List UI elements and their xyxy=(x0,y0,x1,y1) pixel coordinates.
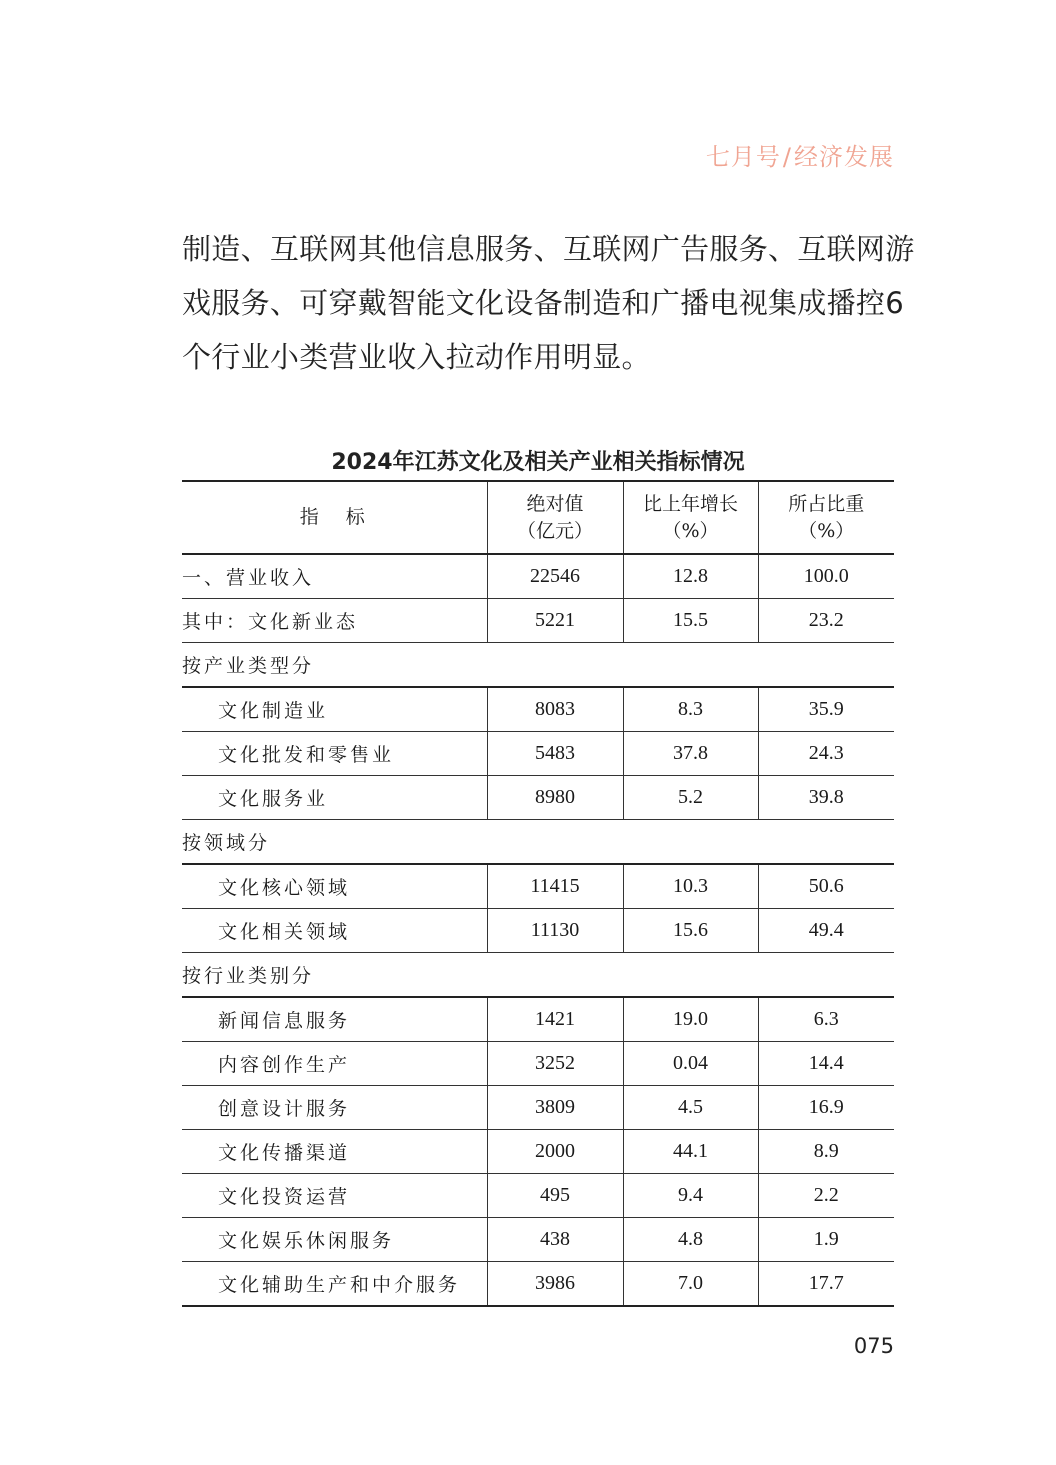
table-body xyxy=(182,554,894,1306)
section-label: 按行业类别分 xyxy=(182,953,894,998)
cell-share: 6.3 xyxy=(758,997,894,1042)
row-label: 新闻信息服务 xyxy=(182,997,487,1042)
cell-absolute: 8083 xyxy=(487,687,623,732)
cell-share: 2.2 xyxy=(758,1174,894,1218)
cell-absolute: 8980 xyxy=(487,776,623,820)
cell-share: 24.3 xyxy=(758,732,894,776)
cell-absolute: 11130 xyxy=(487,909,623,953)
running-header xyxy=(706,137,894,172)
cell-absolute: 495 xyxy=(487,1174,623,1218)
table-row xyxy=(182,732,894,776)
table-row xyxy=(182,687,894,732)
body-line: 戏服务、可穿戴智能文化设备制造和广播电视集成播控6 xyxy=(182,286,904,320)
cell-growth: 19.0 xyxy=(623,997,758,1042)
cell-share: 1.9 xyxy=(758,1218,894,1262)
section-label: 按产业类型分 xyxy=(182,643,894,688)
table-row xyxy=(182,1130,894,1174)
header-absolute-line1: 绝对值 xyxy=(526,492,584,515)
header-share-line1: 所占比重 xyxy=(788,492,865,515)
cell-absolute: 2000 xyxy=(487,1130,623,1174)
cell-growth: 12.8 xyxy=(623,554,758,599)
cell-absolute: 438 xyxy=(487,1218,623,1262)
cell-growth: 9.4 xyxy=(623,1174,758,1218)
row-label: 文化辅助生产和中介服务 xyxy=(182,1262,487,1307)
header-growth-line2: （%） xyxy=(662,519,719,542)
row-label: 文化传播渠道 xyxy=(182,1130,487,1174)
table-row xyxy=(182,997,894,1042)
cell-share: 100.0 xyxy=(758,554,894,599)
table-row xyxy=(182,554,894,599)
cell-share: 35.9 xyxy=(758,687,894,732)
cell-absolute: 11415 xyxy=(487,864,623,909)
cell-growth: 37.8 xyxy=(623,732,758,776)
header-growth xyxy=(623,481,758,554)
cell-share: 16.9 xyxy=(758,1086,894,1130)
body-line: 个行业小类营业收入拉动作用明显。 xyxy=(182,340,651,374)
header-separator: / xyxy=(782,143,792,171)
table-section-row xyxy=(182,820,894,865)
table-title: 2024年江苏文化及相关产业相关指标情况 xyxy=(331,450,745,475)
table-row xyxy=(182,1174,894,1218)
section-label: 按领域分 xyxy=(182,820,894,865)
cell-absolute: 22546 xyxy=(487,554,623,599)
cell-absolute: 1421 xyxy=(487,997,623,1042)
cell-absolute: 5221 xyxy=(487,599,623,643)
table-row xyxy=(182,776,894,820)
table-row xyxy=(182,1218,894,1262)
table-section-row xyxy=(182,643,894,688)
cell-growth: 15.6 xyxy=(623,909,758,953)
header-indicator: 指 标 xyxy=(182,481,487,554)
cell-growth: 15.5 xyxy=(623,599,758,643)
cell-share: 49.4 xyxy=(758,909,894,953)
cell-absolute: 3252 xyxy=(487,1042,623,1086)
table-row xyxy=(182,864,894,909)
cell-growth: 4.8 xyxy=(623,1218,758,1262)
row-label: 创意设计服务 xyxy=(182,1086,487,1130)
header-absolute-line2: （亿元） xyxy=(516,519,593,542)
cell-absolute: 3986 xyxy=(487,1262,623,1307)
cell-growth: 8.3 xyxy=(623,687,758,732)
row-label: 文化娱乐休闲服务 xyxy=(182,1218,487,1262)
row-label: 文化服务业 xyxy=(182,776,487,820)
cell-absolute: 3809 xyxy=(487,1086,623,1130)
cell-share: 14.4 xyxy=(758,1042,894,1086)
cell-absolute: 5483 xyxy=(487,732,623,776)
table-row xyxy=(182,599,894,643)
header-section: 经济发展 xyxy=(794,143,894,171)
table-section-row xyxy=(182,953,894,998)
row-label: 文化核心领域 xyxy=(182,864,487,909)
table-row xyxy=(182,1262,894,1307)
cell-share: 23.2 xyxy=(758,599,894,643)
row-label: 其中：文化新业态 xyxy=(182,599,487,643)
table-row xyxy=(182,1086,894,1130)
row-label: 内容创作生产 xyxy=(182,1042,487,1086)
table-row xyxy=(182,1042,894,1086)
cell-growth: 10.3 xyxy=(623,864,758,909)
cell-share: 50.6 xyxy=(758,864,894,909)
row-label: 文化相关领域 xyxy=(182,909,487,953)
cell-growth: 7.0 xyxy=(623,1262,758,1307)
header-issue: 七月号 xyxy=(705,143,781,171)
cell-growth: 44.1 xyxy=(623,1130,758,1174)
cell-growth: 0.04 xyxy=(623,1042,758,1086)
row-label: 文化投资运营 xyxy=(182,1174,487,1218)
cell-share: 8.9 xyxy=(758,1130,894,1174)
cell-share: 39.8 xyxy=(758,776,894,820)
body-line: 制造、互联网其他信息服务、互联网广告服务、互联网游 xyxy=(182,232,915,266)
cell-share: 17.7 xyxy=(758,1262,894,1307)
row-label: 文化批发和零售业 xyxy=(182,732,487,776)
row-label: 一、营业收入 xyxy=(182,554,487,599)
header-share xyxy=(758,481,894,554)
header-absolute xyxy=(487,481,623,554)
cell-growth: 4.5 xyxy=(623,1086,758,1130)
row-label: 文化制造业 xyxy=(182,687,487,732)
header-growth-line1: 比上年增长 xyxy=(642,492,738,515)
body-paragraph xyxy=(182,222,915,384)
table-header-row xyxy=(182,481,894,554)
page-number: 075 xyxy=(853,1334,894,1358)
header-share-line2: （%） xyxy=(798,519,855,542)
cell-growth: 5.2 xyxy=(623,776,758,820)
table-row xyxy=(182,909,894,953)
indicator-table xyxy=(182,480,894,1307)
